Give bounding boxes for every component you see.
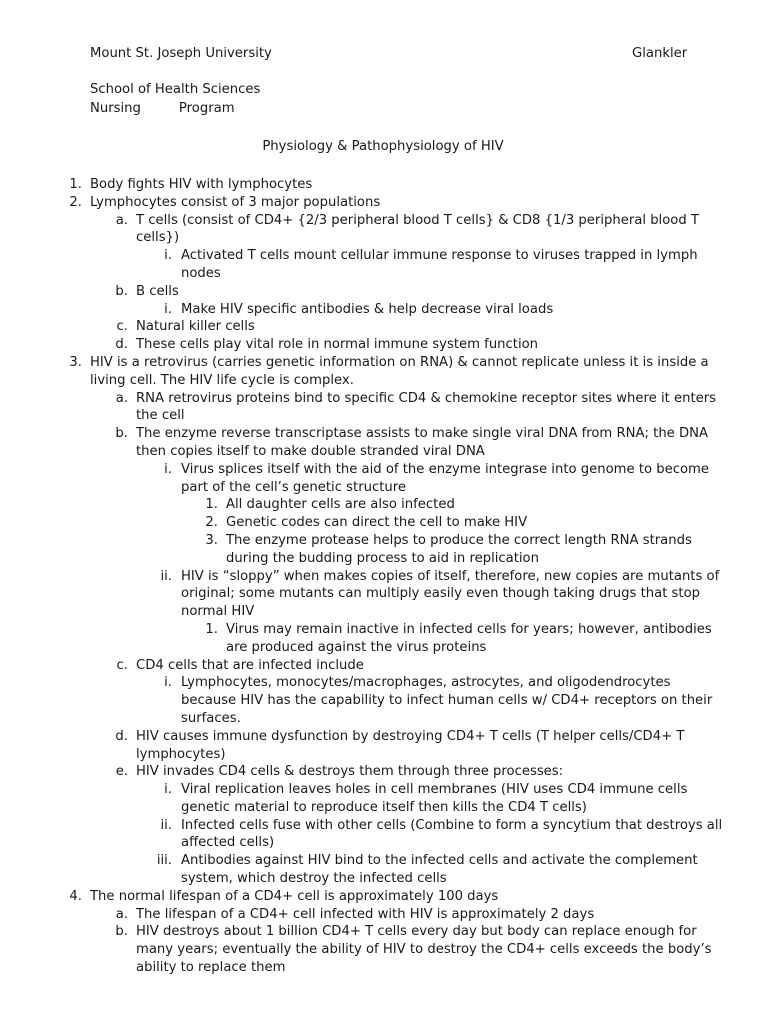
outline-item-marker: ii. bbox=[160, 817, 172, 833]
outline-item bbox=[0, 923, 768, 976]
outline-item-marker: c. bbox=[116, 319, 128, 335]
outline-item-marker: 3. bbox=[69, 354, 82, 370]
program-part-1: Nursing bbox=[90, 101, 141, 116]
outline-item-marker: 1. bbox=[69, 177, 82, 192]
outline-item-marker: 1. bbox=[205, 621, 218, 637]
outline-item-marker: b. bbox=[115, 426, 128, 442]
outline-item-marker: 2. bbox=[69, 194, 82, 210]
outline-item-text: Viral replication leaves holes in cell membranes (HIV uses CD4 immune cells genetic material to reproduce itself then kills the CD4 T cells) bbox=[181, 782, 688, 815]
outline-item-marker: iii. bbox=[156, 853, 172, 869]
outline-item bbox=[0, 301, 768, 319]
outline-list bbox=[0, 176, 768, 977]
outline-item bbox=[0, 194, 768, 212]
outline-item-marker: i. bbox=[164, 461, 172, 477]
outline-item-marker: a. bbox=[115, 906, 128, 922]
outline-item-text: Activated T cells mount cellular immune response to viruses trapped in lymph nodes bbox=[181, 248, 698, 281]
outline-item-text: The normal lifespan of a CD4+ cell is approximately 100 days bbox=[90, 888, 499, 904]
outline-item bbox=[0, 283, 768, 301]
outline-item-text: HIV invades CD4 cells & destroys them through three processes: bbox=[136, 764, 564, 780]
outline-item-marker: b. bbox=[115, 283, 128, 299]
outline-item-marker: e. bbox=[115, 764, 128, 780]
outline-item-text: RNA retrovirus proteins bind to specific CD4 & chemokine receptor sites where it enters the cell bbox=[136, 390, 717, 424]
outline-item bbox=[0, 568, 768, 621]
school-name: School of Health Sciences bbox=[90, 82, 261, 97]
outline-item bbox=[0, 888, 768, 906]
outline-item bbox=[0, 336, 768, 354]
outline-item-text: The lifespan of a CD4+ cell infected with HIV is approximately 2 days bbox=[136, 906, 595, 922]
document-title bbox=[0, 138, 768, 156]
outline-item bbox=[0, 496, 768, 514]
outline-item bbox=[0, 763, 768, 781]
outline-item-marker: b. bbox=[115, 924, 128, 940]
outline-item-marker: d. bbox=[115, 337, 128, 353]
outline-item-text: Make HIV specific antibodies & help decrease viral loads bbox=[181, 301, 554, 317]
university-name: Mount St. Joseph University bbox=[90, 46, 272, 61]
outline-item-text: Virus splices itself with the aid of the enzyme integrase into genome to become part of the cell’s genetic structure bbox=[181, 461, 710, 495]
outline-item-text: All daughter cells are also infected bbox=[226, 497, 455, 513]
outline-item bbox=[0, 817, 768, 853]
outline-item bbox=[0, 318, 768, 336]
outline-item bbox=[0, 852, 768, 888]
outline-item-text: CD4 cells that are infected include bbox=[136, 657, 364, 673]
outline-item-marker: d. bbox=[115, 728, 128, 744]
outline-item-marker: 4. bbox=[69, 888, 82, 904]
outline-item bbox=[0, 247, 768, 283]
outline-item-marker: a. bbox=[115, 390, 128, 406]
outline-item-marker: 3. bbox=[205, 532, 218, 548]
outline-item-text: Natural killer cells bbox=[136, 319, 255, 335]
outline-item bbox=[0, 674, 768, 727]
outline-item bbox=[0, 461, 768, 497]
outline-item bbox=[0, 728, 768, 764]
outline-item-text: The enzyme reverse transcriptase assists to make single viral DNA from RNA; the DNA then copies itself to make double stranded viral DNA bbox=[136, 426, 709, 459]
outline-item-text: B cells bbox=[136, 283, 179, 299]
outline-item-marker: i. bbox=[164, 248, 172, 264]
outline-item-marker: 2. bbox=[205, 515, 218, 531]
outline-item-text: T cells (consist of CD4+ {2/3 peripheral blood T cells} & CD8 {1/3 peripheral blood T cells}) bbox=[136, 212, 699, 246]
outline-item bbox=[0, 621, 768, 657]
outline-item bbox=[0, 906, 768, 924]
outline-item-marker: i. bbox=[164, 301, 172, 317]
program-line bbox=[90, 100, 235, 118]
outline-item bbox=[0, 532, 768, 568]
outline-item bbox=[0, 354, 768, 390]
outline-item bbox=[0, 176, 768, 194]
outline-item-text: Genetic codes can direct the cell to make HIV bbox=[226, 515, 528, 531]
outline-item bbox=[0, 781, 768, 817]
outline-item-text: HIV destroys about 1 billion CD4+ T cells every day but body can replace enough for many years; eventually the ability of HIV to destroy the CD4+ cells exceeds the body’s ability to replace them bbox=[136, 924, 712, 976]
outline-item-marker: c. bbox=[116, 657, 128, 673]
outline-item bbox=[0, 514, 768, 532]
outline-item bbox=[0, 657, 768, 675]
outline-item-text: HIV is “sloppy” when makes copies of itself, therefore, new copies are mutants of original; some mutants can multiply easily even though taking drugs that stop normal HIV bbox=[181, 568, 720, 620]
outline-item-marker: i. bbox=[164, 675, 172, 691]
outline-item-text: Body fights HIV with lymphocytes bbox=[90, 177, 313, 192]
outline-item-text: HIV is a retrovirus (carries genetic information on RNA) & cannot replicate unless it is inside a living cell. The HIV life cycle is complex. bbox=[90, 354, 709, 388]
outline-item-text: These cells play vital role in normal immune system function bbox=[136, 337, 539, 353]
outline-item bbox=[0, 212, 768, 248]
outline-item bbox=[0, 390, 768, 426]
outline-item-text: Lymphocytes consist of 3 major populations bbox=[90, 194, 381, 210]
outline-item-marker: i. bbox=[164, 782, 172, 798]
outline-item-text: Infected cells fuse with other cells (Combine to form a syncytium that destroys all affected cells) bbox=[181, 817, 723, 851]
outline-item-text: The enzyme protease helps to produce the correct length RNA strands during the budding process to aid in replication bbox=[226, 532, 692, 566]
outline-item-text: HIV causes immune dysfunction by destroying CD4+ T cells (T helper cells/CD4+ T lymphocytes) bbox=[136, 728, 685, 762]
outline-item-marker: a. bbox=[115, 212, 128, 228]
outline-item-text: Lymphocytes, monocytes/macrophages, astrocytes, and oligodendrocytes because HIV has the capability to infect human cells w/ CD4+ receptors on their surfaces. bbox=[181, 675, 713, 726]
outline-item bbox=[0, 425, 768, 461]
document-title-text: Physiology & Pathophysiology of HIV bbox=[262, 139, 504, 154]
outline-item-text: Antibodies against HIV bind to the infected cells and activate the complement system, which destroy the infected cells bbox=[181, 853, 698, 887]
outline-item-marker: ii. bbox=[160, 568, 172, 584]
outline-item-text: Virus may remain inactive in infected cells for years; however, antibodies are produced against the virus proteins bbox=[226, 621, 712, 655]
outline-item-marker: 1. bbox=[205, 497, 218, 513]
program-part-2: Program bbox=[178, 101, 235, 116]
author-name: Glankler bbox=[632, 46, 688, 61]
